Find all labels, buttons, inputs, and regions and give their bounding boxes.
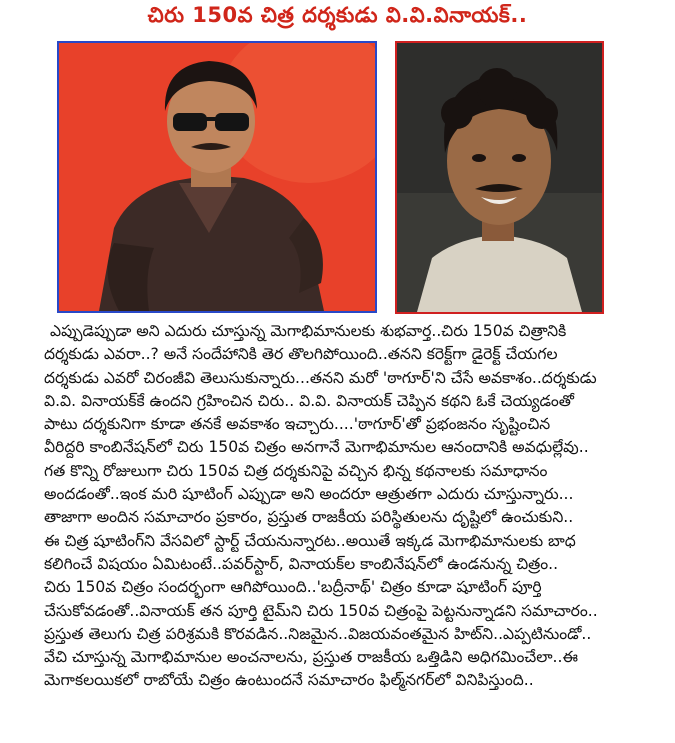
article-line: చిరు 150వ చిత్రం సందర్భంగా ఆగిపోయింది..'బద్రీనాథ్' చిత్రం కూడా షూటింగ్ పూర్తి [44,578,542,597]
article-line: మెగాకలయికలో రాబోయే చిత్రం ఉంటుందనే సమాచారం ఫిల్మ్‌నగర్‌లో వినిపిస్తుంది.. [44,671,534,690]
article-line: వీరిద్దరి కాంబినేషన్‌లో చిరు 150వ చిత్రం అనగానే మెగాభిమానుల ఆనందానికి అవధుల్లేవు.. [44,438,589,457]
vv-vinayak-photo [395,41,604,314]
article-line: దర్శకుడు ఎవరో చిరంజీవి తెలుసుకున్నారు...తనని మరో 'ఠాగూర్'ని చేసే అవకాశం..దర్శకుడు [44,368,597,387]
article-line: కలిగించే విషయం ఏమిటంటే..పవర్‌స్టార్, వినాయక్‌ల కాంబినేషన్‌లో ఉండనున్న చిత్రం.. [44,554,559,573]
article-line: చేసుకోవడంతో..వినాయక్ తన పూర్తి టైమ్‌ని చిరు 150వ చిత్రంపై పెట్టనున్నాడని సమాచారం.. [44,601,598,620]
article-line: దర్శకుడు ఎవరా..? అనే సందేహానికి తెర తొలగిపోయింది..తనని కరెక్ట్‌గా డైరెక్ట్ చేయగల [44,345,558,364]
article-line: ప్రస్తుత తెలుగు చిత్ర పరిశ్రమకి కొరవడిన..నిజమైన..విజయవంతమైన హిట్‌ని..ఎప్పటినుండో.. [44,624,592,643]
article-body [44,320,644,693]
chiranjeevi-photo [57,41,377,313]
article-line: గత కొన్ని రోజులుగా చిరు 150వ చిత్ర దర్శకునిపై వచ్చిన భిన్న కథనాలకు సమాధానం [44,461,548,480]
article-line: తాజాగా అందిన సమాచారం ప్రకారం, ప్రస్తుత రాజకీయ పరిస్థితులను దృష్టిలో ఉంచుకుని.. [44,508,574,527]
article-line: అందడంతో..ఇంక మరి షూటింగ్ ఎప్పుడా అని అందరూ ఆత్రుతగా ఎదురు చూస్తున్నారు... [44,485,574,504]
article-line: ఈ చిత్ర షూటింగ్‌ని వేసవిలో స్టార్ట్ చేయనున్నారట..అయితే ఇక్కడ మెగాభిమానులకు బాధ [44,531,576,550]
article-line: వి.వి. వినాయక్‌కే ఉందని గ్రహించిన చిరు.. వి.వి. వినాయక్ చెప్పిన కథని ఓకే చెయ్యడంతో [44,391,574,410]
article-line: వేచి చూస్తున్న మెగాభిమానుల అంచనాలను, ప్రస్తుత రాజకీయ ఒత్తిడిని అధిగమించేలా..ఈ [44,648,578,667]
page-title: చిరు 150వ చిత్ర దర్శకుడు వి.వి.వినాయక్.. [147,3,528,27]
article-line: పాటు దర్శకునిగా కూడా తనకే అవకాశం ఇచ్చారు....'ఠాగూర్'తో ప్రభంజనం సృష్టించిన [44,415,551,434]
chiranjeevi-portrait-image [59,43,375,311]
headline-bar [0,0,675,36]
vinayak-portrait-image [397,43,602,312]
article-line: ఎప్పుడెప్పుడా అని ఎదురు చూస్తున్న మెగాభిమానులకు శుభవార్త..చిరు 150వ చిత్రానికి [50,322,567,340]
